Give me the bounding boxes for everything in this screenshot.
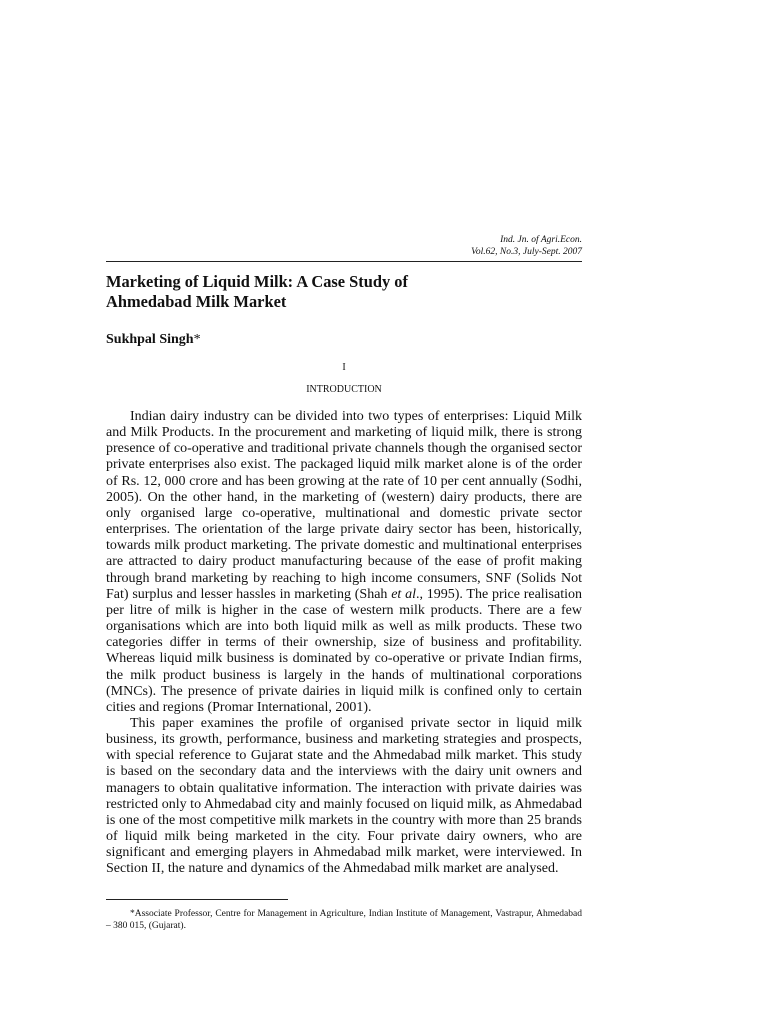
paragraph-2: This paper examines the profile of organised private sector in liquid milk business, its growth, performance, business and marketing strategies and prospects, with special reference to Gujarat state and the Ahmedabad milk market. This study is based on the secondary data and the interviews with the dairy unit owners and managers to obtain qualitative information. The interaction with private dairies was restricted only to Ahmedabad city and mainly focused on liquid milk, as Ahmedabad is one of the most competitive milk markets in the country with more than 25 brands of liquid milk being marketed in the city. Four private dairy owners, who are significant and emerging players in Ahmedabad milk market, were interviewed. In Section II, the nature and dynamics of the Ahmedabad milk market are analysed. — [106, 715, 582, 877]
body-text — [106, 409, 582, 878]
section-heading: INTRODUCTION — [306, 384, 382, 395]
article-title — [106, 272, 586, 312]
journal-volume: Vol.62, No.3, July-Sept. 2007 — [471, 247, 582, 257]
paragraph-1-part-1: Indian dairy industry can be divided into two types of enterprises: Liquid Milk and Milk Products. In the procurement and marketing of liquid milk, there is strong presence of co-operative and traditional private channels though the organised sector private enterprises also exist. The packaged liquid milk market alone is of the order of Rs. 12, 000 crore and has been growing at the rate of 10 per cent annually (Sodhi, 2005). On the other hand, in the marketing of (western) dairy products, there are only organised large co-operative, multinational and domestic private sector enterprises. The orientation of the large private dairy sector has been, historically, towards milk product marketing. The private domestic and multinational enterprises are attracted to dairy product manufacturing because of the ease of profit making through brand marketing by reaching to high income consumers, SNF (Solids Not Fat) surplus and lesser hassles in marketing (Shah — [106, 409, 582, 602]
journal-name: Ind. Jn. of Agri.Econ. — [500, 235, 582, 245]
author-name: Sukhpal Singh — [106, 332, 194, 347]
author-footnote-mark: * — [193, 332, 201, 347]
title-line-2: Ahmedabad Milk Market — [106, 292, 287, 311]
paragraph-1 — [106, 409, 582, 716]
author-byline — [106, 331, 201, 349]
footnote-rule — [106, 899, 288, 900]
author-footnote: *Associate Professor, Centre for Management in Agriculture, Indian Institute of Management, Vastrapur, Ahmedabad – 380 015, (Gujarat). — [106, 909, 582, 931]
header-rule — [106, 261, 582, 262]
et-al-italic: et al — [391, 586, 416, 602]
title-line-1: Marketing of Liquid Milk: A Case Study of — [106, 272, 408, 291]
section-number: I — [342, 362, 346, 373]
journal-citation — [471, 234, 582, 258]
paragraph-1-part-2: ., 1995). The price realisation per litre of milk is higher in the case of western milk products. There are a few organisations which are into both liquid milk as well as milk products. These two categories differ in terms of their ownership, size of business and profitability. Whereas liquid milk business is dominated by co-operative or private Indian firms, the milk product business is largely in the hands of multinational corporations (MNCs). The presence of private dairies in liquid milk is confined only to certain cities and regions (Promar International, 2001). — [106, 586, 583, 715]
